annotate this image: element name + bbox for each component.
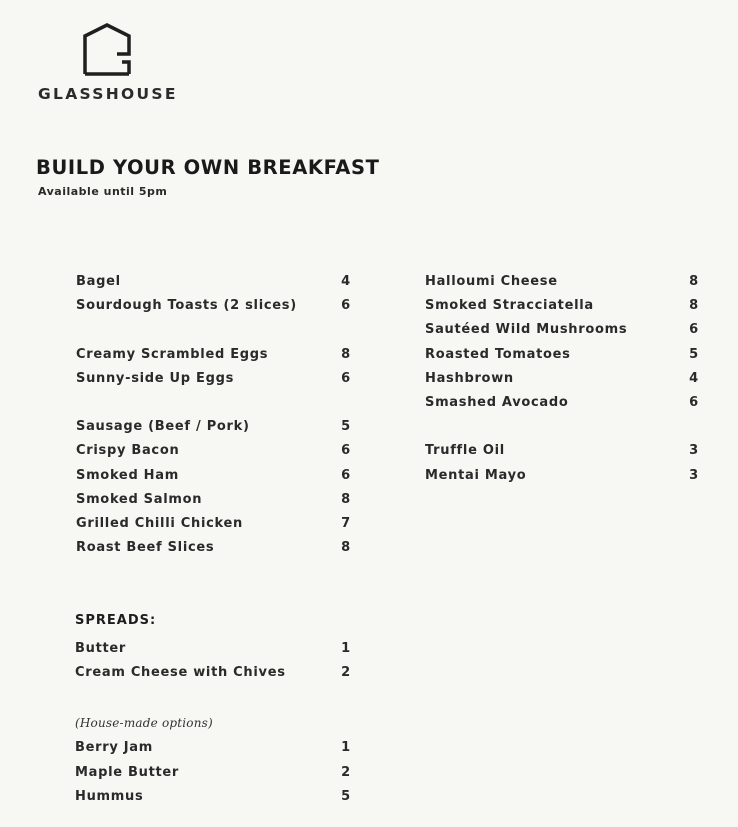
item-name: Smoked Salmon xyxy=(76,491,203,507)
menu-item xyxy=(425,298,699,322)
menu-item xyxy=(425,347,699,371)
item-price: 8 xyxy=(341,491,351,507)
menu-item xyxy=(76,516,351,540)
menu-item xyxy=(76,274,351,298)
item-price: 8 xyxy=(341,346,351,362)
menu-item xyxy=(75,789,351,813)
item-name: Crispy Bacon xyxy=(76,443,180,459)
item-price: 7 xyxy=(341,515,351,531)
item-price: 8 xyxy=(689,298,699,314)
spreads-section xyxy=(75,613,351,813)
group-spacer xyxy=(76,395,351,419)
availability-note: Available until 5pm xyxy=(38,185,168,198)
item-name: Halloumi Cheese xyxy=(425,274,558,289)
item-name: Sunny-side Up Eggs xyxy=(76,370,235,386)
menu-title: BUILD YOUR OWN BREAKFAST xyxy=(36,156,380,179)
item-price: 8 xyxy=(689,274,699,289)
menu-item xyxy=(425,468,699,492)
item-price: 1 xyxy=(341,641,351,656)
menu-item xyxy=(76,468,351,492)
menu-item xyxy=(425,371,699,395)
menu-item xyxy=(76,419,351,443)
item-name: Sausage (Beef / Pork) xyxy=(76,419,250,435)
item-price: 6 xyxy=(341,443,351,459)
item-name: Roasted Tomatoes xyxy=(425,346,571,362)
item-name: Sourdough Toasts (2 slices) xyxy=(76,298,297,314)
item-price: 3 xyxy=(689,443,699,459)
menu-item xyxy=(75,740,351,764)
item-price: 6 xyxy=(689,394,699,410)
item-name: Hummus xyxy=(75,788,144,804)
item-name: Smashed Avocado xyxy=(425,394,569,410)
item-name: Hashbrown xyxy=(425,370,514,386)
menu-item xyxy=(76,298,351,322)
group-spacer xyxy=(425,419,699,443)
item-price: 5 xyxy=(341,788,351,804)
item-price: 5 xyxy=(689,346,699,362)
item-name: Truffle Oil xyxy=(425,443,505,459)
item-name: Sautéed Wild Mushrooms xyxy=(425,322,628,338)
item-name: Maple Butter xyxy=(75,764,180,780)
house-made-note: (House-made options) xyxy=(75,716,213,731)
item-price: 6 xyxy=(341,467,351,483)
item-name: Smoked Stracciatella xyxy=(425,298,594,314)
spreads-heading: SPREADS: xyxy=(75,613,157,628)
item-name: Butter xyxy=(75,641,127,656)
menu-item xyxy=(425,322,699,346)
item-price: 8 xyxy=(341,540,351,556)
item-price: 4 xyxy=(689,370,699,386)
item-price: 6 xyxy=(341,298,351,314)
menu-item xyxy=(76,492,351,516)
item-name: Roast Beef Slices xyxy=(76,540,215,556)
menu-item xyxy=(75,765,351,789)
item-name: Smoked Ham xyxy=(76,467,179,483)
item-name: Bagel xyxy=(76,274,121,289)
group-spacer xyxy=(76,322,351,346)
item-price: 3 xyxy=(689,467,699,483)
brand-name: GLASSHOUSE xyxy=(38,85,178,103)
item-price: 4 xyxy=(341,274,351,289)
house-outline-icon xyxy=(82,22,132,76)
menu-item xyxy=(425,443,699,467)
menu-item xyxy=(76,540,351,564)
menu-item xyxy=(75,641,351,665)
item-name: Creamy Scrambled Eggs xyxy=(76,346,269,362)
menu-item xyxy=(76,371,351,395)
menu-item xyxy=(75,665,351,689)
item-name: Mentai Mayo xyxy=(425,467,527,483)
item-price: 6 xyxy=(689,322,699,338)
menu-item xyxy=(425,274,699,298)
left-menu-column xyxy=(76,274,351,564)
item-price: 2 xyxy=(341,764,351,780)
item-name: Berry Jam xyxy=(75,740,154,756)
item-name: Cream Cheese with Chives xyxy=(75,665,286,681)
menu-item xyxy=(425,395,699,419)
menu-item xyxy=(76,443,351,467)
item-price: 1 xyxy=(341,740,351,756)
menu-item xyxy=(76,347,351,371)
item-price: 2 xyxy=(341,665,351,681)
right-menu-column xyxy=(425,274,699,492)
item-price: 5 xyxy=(341,419,351,435)
item-name: Grilled Chilli Chicken xyxy=(76,515,243,531)
item-price: 6 xyxy=(341,370,351,386)
group-spacer xyxy=(75,689,351,716)
